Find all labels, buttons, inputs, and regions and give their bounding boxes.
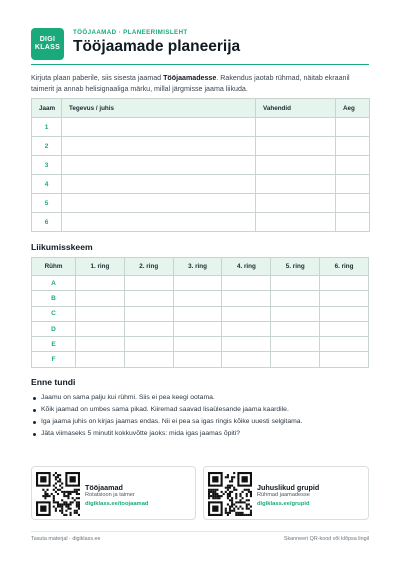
col-ring-3: 3. ring bbox=[173, 258, 222, 276]
fill-cell[interactable] bbox=[173, 321, 222, 336]
fill-cell[interactable] bbox=[62, 175, 256, 194]
card-link[interactable]: digiklass.ee/toojaamad bbox=[85, 501, 149, 507]
fill-cell[interactable] bbox=[124, 306, 173, 321]
table-row bbox=[32, 118, 370, 137]
fill-cell[interactable] bbox=[320, 291, 369, 306]
table-row bbox=[32, 276, 369, 291]
digiklass-logo bbox=[31, 28, 64, 60]
station-number: 6 bbox=[32, 213, 62, 232]
list-item: Jäta viimaseks 5 minutit kokkuvõtte jaoks: mida igas jaamas õpiti? bbox=[31, 428, 369, 440]
fill-cell[interactable] bbox=[76, 276, 125, 291]
group-label: A bbox=[32, 276, 76, 291]
fill-cell[interactable] bbox=[222, 291, 271, 306]
table-row bbox=[32, 321, 369, 336]
fill-cell[interactable] bbox=[222, 321, 271, 336]
fill-cell[interactable] bbox=[124, 337, 173, 352]
card-title: Juhuslikud grupid bbox=[257, 483, 320, 492]
table-row bbox=[32, 213, 370, 232]
card-title: Tööjaamad bbox=[85, 483, 123, 492]
page-kicker: TÖÖJAAMAD · PLANEERIMISLEHT bbox=[73, 29, 188, 36]
col-ring-5: 5. ring bbox=[271, 258, 320, 276]
fill-cell[interactable] bbox=[62, 137, 256, 156]
station-number: 5 bbox=[32, 194, 62, 213]
fill-cell[interactable] bbox=[173, 306, 222, 321]
table-row bbox=[32, 156, 370, 175]
fill-cell[interactable] bbox=[256, 156, 336, 175]
card-link[interactable]: digiklass.ee/grupid bbox=[257, 501, 310, 507]
fill-cell[interactable] bbox=[222, 352, 271, 367]
fill-cell[interactable] bbox=[173, 337, 222, 352]
footer-left: Tasuta materjal · digiklass.ee bbox=[31, 536, 101, 542]
qr-code-icon bbox=[208, 472, 252, 516]
fill-cell[interactable] bbox=[271, 276, 320, 291]
table-row bbox=[32, 306, 369, 321]
before-heading: Enne tundi bbox=[31, 377, 76, 387]
fill-cell[interactable] bbox=[271, 321, 320, 336]
fill-cell[interactable] bbox=[336, 118, 370, 137]
fill-cell[interactable] bbox=[222, 337, 271, 352]
fill-cell[interactable] bbox=[336, 213, 370, 232]
group-label: B bbox=[32, 291, 76, 306]
fill-cell[interactable] bbox=[124, 291, 173, 306]
fill-cell[interactable] bbox=[222, 306, 271, 321]
fill-cell[interactable] bbox=[336, 194, 370, 213]
fill-cell[interactable] bbox=[271, 337, 320, 352]
card-subtitle: Rühmad jaamadesse bbox=[257, 492, 310, 498]
station-number: 3 bbox=[32, 156, 62, 175]
header-divider bbox=[31, 64, 369, 65]
fill-cell[interactable] bbox=[173, 352, 222, 367]
fill-cell[interactable] bbox=[62, 156, 256, 175]
rotation-heading: Liikumisskeem bbox=[31, 242, 93, 252]
rotation-header-row bbox=[32, 258, 369, 276]
logo-line1: DIGI bbox=[39, 36, 56, 43]
station-number: 1 bbox=[32, 118, 62, 137]
footer-divider bbox=[31, 531, 369, 532]
fill-cell[interactable] bbox=[320, 276, 369, 291]
group-label: E bbox=[32, 337, 76, 352]
table-row bbox=[32, 337, 369, 352]
card-grupid[interactable] bbox=[203, 466, 369, 520]
col-tegevus: Tegevus / juhis bbox=[62, 99, 256, 118]
fill-cell[interactable] bbox=[173, 276, 222, 291]
fill-cell[interactable] bbox=[271, 291, 320, 306]
table-row bbox=[32, 175, 370, 194]
fill-cell[interactable] bbox=[76, 337, 125, 352]
stations-header-row bbox=[32, 99, 370, 118]
fill-cell[interactable] bbox=[256, 213, 336, 232]
fill-cell[interactable] bbox=[124, 276, 173, 291]
col-ring-2: 2. ring bbox=[124, 258, 173, 276]
fill-cell[interactable] bbox=[320, 337, 369, 352]
col-jaam: Jaam bbox=[32, 99, 62, 118]
station-number: 2 bbox=[32, 137, 62, 156]
group-label: C bbox=[32, 306, 76, 321]
fill-cell[interactable] bbox=[76, 306, 125, 321]
fill-cell[interactable] bbox=[62, 213, 256, 232]
fill-cell[interactable] bbox=[256, 137, 336, 156]
fill-cell[interactable] bbox=[76, 291, 125, 306]
table-row bbox=[32, 194, 370, 213]
fill-cell[interactable] bbox=[124, 352, 173, 367]
fill-cell[interactable] bbox=[76, 321, 125, 336]
col-aeg: Aeg bbox=[336, 99, 370, 118]
fill-cell[interactable] bbox=[320, 306, 369, 321]
fill-cell[interactable] bbox=[336, 156, 370, 175]
intro-part2: . Rakendus jaotab rühmad, näitab ekraanil taimerit ja annab helisignaaliga märku, millal järgmisse jaama liikuda. bbox=[31, 74, 350, 93]
table-row bbox=[32, 137, 370, 156]
fill-cell[interactable] bbox=[124, 321, 173, 336]
fill-cell[interactable] bbox=[62, 118, 256, 137]
fill-cell[interactable] bbox=[62, 194, 256, 213]
before-list bbox=[31, 392, 369, 440]
footer-right: Skanneeri QR-kood või klõpsa lingil bbox=[283, 536, 369, 542]
logo-line2: KLASS bbox=[34, 44, 61, 51]
fill-cell[interactable] bbox=[256, 194, 336, 213]
table-row bbox=[32, 352, 369, 367]
page-header bbox=[31, 28, 369, 64]
intro-text bbox=[31, 73, 369, 94]
card-subtitle: Rotatsioon ja taimer bbox=[85, 492, 135, 498]
table-row bbox=[32, 291, 369, 306]
col-ring-6: 6. ring bbox=[320, 258, 369, 276]
group-label: D bbox=[32, 321, 76, 336]
station-number: 4 bbox=[32, 175, 62, 194]
col-ruhm: Rühm bbox=[32, 258, 76, 276]
fill-cell[interactable] bbox=[256, 175, 336, 194]
page-title: Tööjaamade planeerija bbox=[73, 38, 241, 55]
col-vahendid: Vahendid bbox=[256, 99, 336, 118]
col-ring-4: 4. ring bbox=[222, 258, 271, 276]
fill-cell[interactable] bbox=[336, 137, 370, 156]
fill-cell[interactable] bbox=[320, 352, 369, 367]
list-item: Jaamu on sama palju kui rühmi. Siis ei pea keegi ootama. bbox=[31, 392, 369, 404]
list-item: Iga jaama juhis on kirjas jaamas endas. Nii ei pea sa igas ringis kõike uuesti selgitama. bbox=[31, 416, 369, 428]
fill-cell[interactable] bbox=[173, 291, 222, 306]
fill-cell[interactable] bbox=[336, 175, 370, 194]
group-label: F bbox=[32, 352, 76, 367]
rotation-table bbox=[31, 257, 369, 368]
intro-part1: Kirjuta plaan paberile, siis sisesta jaamad bbox=[31, 74, 164, 82]
stations-table bbox=[31, 98, 370, 232]
col-ring-1: 1. ring bbox=[76, 258, 125, 276]
list-item: Kõik jaamad on umbes sama pikad. Kiiremad saavad lisaülesande jaama kaardile. bbox=[31, 404, 369, 416]
fill-cell[interactable] bbox=[271, 352, 320, 367]
fill-cell[interactable] bbox=[256, 118, 336, 137]
card-toojaamad[interactable] bbox=[31, 466, 196, 520]
fill-cell[interactable] bbox=[76, 352, 125, 367]
qr-code-icon bbox=[36, 472, 80, 516]
fill-cell[interactable] bbox=[320, 321, 369, 336]
intro-bold: Tööjaamadesse bbox=[163, 74, 217, 82]
fill-cell[interactable] bbox=[222, 276, 271, 291]
fill-cell[interactable] bbox=[271, 306, 320, 321]
